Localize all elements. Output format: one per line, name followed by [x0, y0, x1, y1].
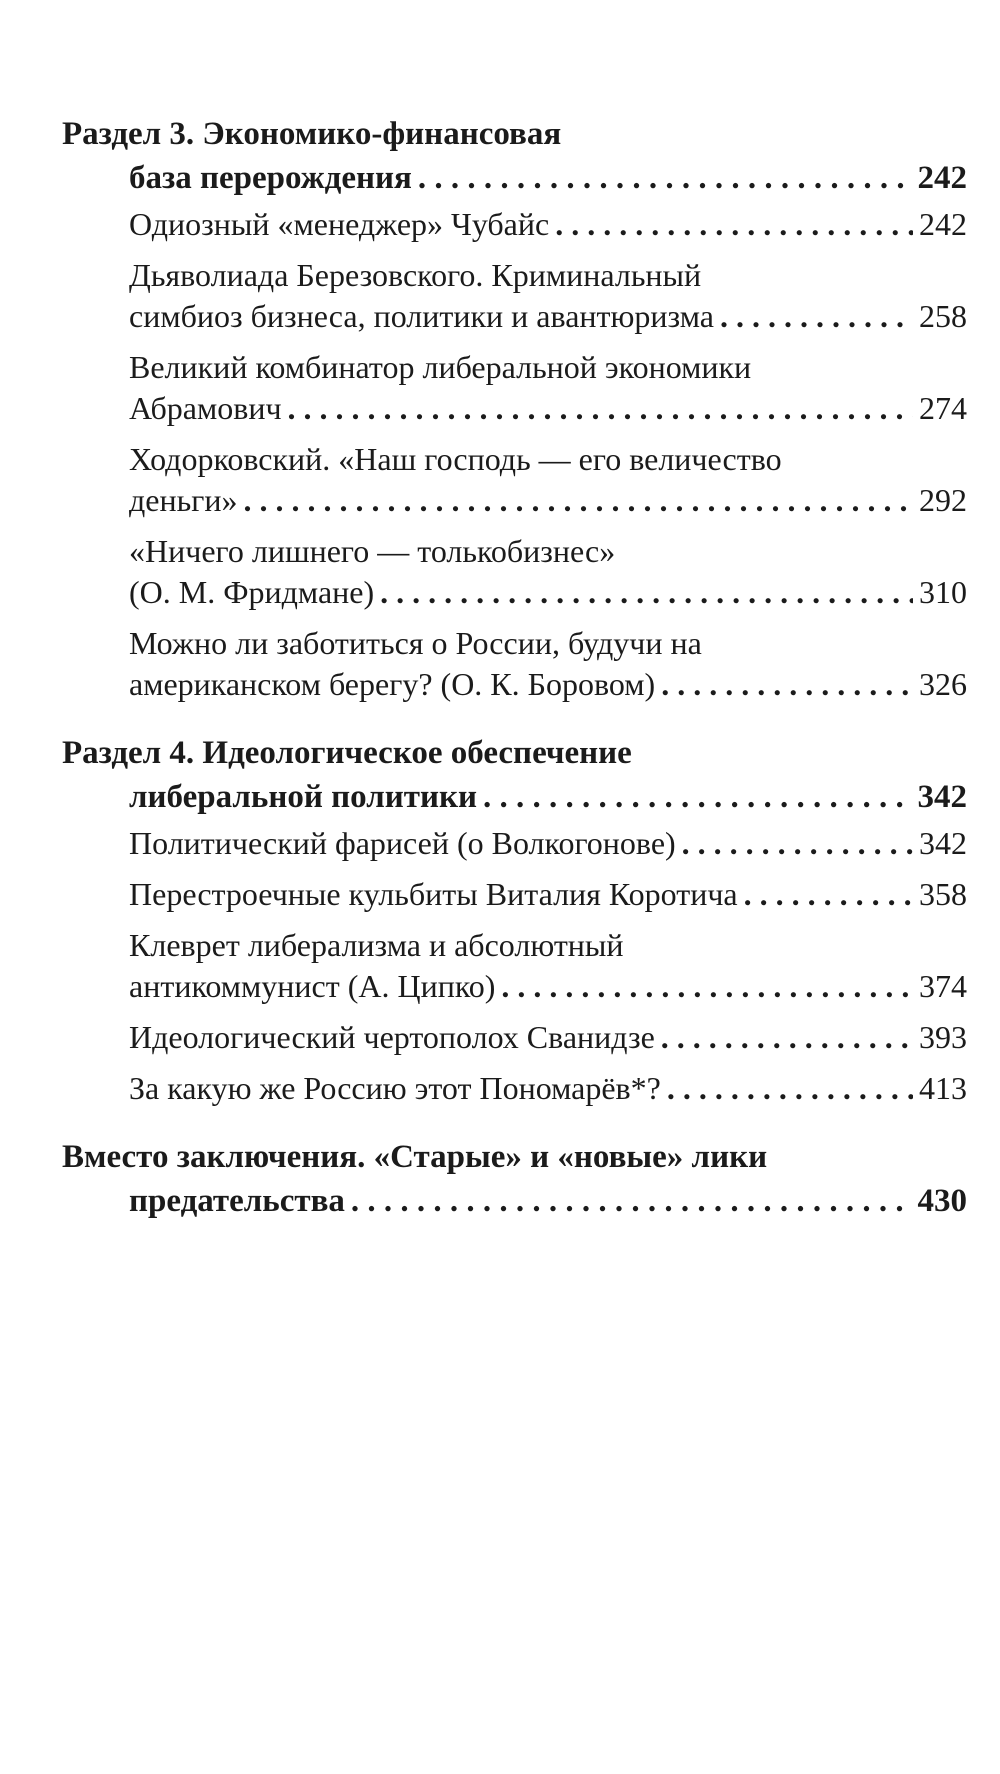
dot-leader [483, 775, 912, 819]
page-number: 310 [919, 574, 967, 610]
entry-line [129, 480, 967, 521]
section-title-text: предательства [129, 1183, 345, 1219]
page-number: 258 [919, 298, 967, 334]
section-title-line2 [62, 775, 967, 819]
entry-line [129, 823, 967, 864]
section-title-line2 [62, 156, 967, 200]
dot-leader [243, 480, 913, 521]
dot-leader [555, 204, 913, 245]
dot-leader [501, 966, 913, 1007]
toc-entry[interactable] [62, 823, 967, 864]
page-number: 342 [917, 779, 967, 815]
page-number: 242 [919, 206, 967, 242]
table-of-contents [62, 112, 967, 1227]
dot-leader [720, 296, 913, 337]
entry-line [129, 388, 967, 429]
entry-title: Идеологический чертополох Сванидзе [129, 1019, 655, 1055]
page-number: 242 [917, 160, 967, 196]
page-number: 326 [919, 666, 967, 702]
section-title-line1: Раздел 4. Идеологическое обеспечение [62, 735, 632, 771]
page-number: 413 [919, 1070, 967, 1106]
entry-title-line1: Ходорковский. «Наш господь — его величество [129, 441, 782, 477]
entry-line [129, 966, 967, 1007]
entry-title: За какую же Россию этот Пономарёв*? [129, 1070, 661, 1106]
entry-line [129, 874, 967, 915]
entry-title: симбиоз бизнеса, политики и авантюризма [129, 298, 714, 334]
entry-title-line1: «Ничего лишнего — толькобизнес» [129, 533, 616, 569]
page-number: 292 [919, 482, 967, 518]
dot-leader [288, 388, 913, 429]
entry-title-line1: Великий комбинатор либеральной экономики [129, 349, 752, 385]
entry-title: Абрамович [129, 390, 282, 426]
entry-title: американском берегу? (О. К. Боровом) [129, 666, 656, 702]
toc-entry[interactable] [62, 439, 967, 521]
entry-title-line1: Клеврет либерализма и абсолютный [129, 927, 624, 963]
section-title-line1: Вместо заключения. «Старые» и «новые» лики [62, 1139, 768, 1175]
dot-leader [351, 1179, 912, 1223]
entry-line [129, 1068, 967, 1109]
dot-leader [744, 874, 913, 915]
entry-line [129, 572, 967, 613]
page-number: 430 [917, 1183, 967, 1219]
page-number: 374 [919, 968, 967, 1004]
entry-title: Политический фарисей (о Волкогонове) [129, 825, 676, 861]
entry-line [129, 664, 967, 705]
entry-line [129, 296, 967, 337]
dot-leader [661, 664, 913, 705]
section-heading [62, 1135, 967, 1223]
page-number: 274 [919, 390, 967, 426]
toc-section-conclusion [62, 1135, 967, 1223]
toc-entry[interactable] [62, 623, 967, 705]
dot-leader [682, 823, 913, 864]
entry-title: Перестроечные кульбиты Виталия Коротича [129, 876, 738, 912]
toc-entry[interactable] [62, 204, 967, 245]
toc-entry[interactable] [62, 925, 967, 1007]
entry-title: антикоммунист (А. Ципко) [129, 968, 496, 1004]
section-heading [62, 731, 967, 819]
dot-leader [380, 572, 913, 613]
page-number: 342 [919, 825, 967, 861]
toc-entry[interactable] [62, 531, 967, 613]
section-title-line2 [62, 1179, 967, 1223]
dot-leader [661, 1017, 913, 1058]
page-number: 393 [919, 1019, 967, 1055]
entry-title-line1: Можно ли заботиться о России, будучи на [129, 625, 702, 661]
section-heading [62, 112, 967, 200]
toc-entry[interactable] [62, 255, 967, 337]
entry-title: Одиозный «менеджер» Чубайс [129, 206, 550, 242]
toc-entry[interactable] [62, 1017, 967, 1058]
toc-section-3 [62, 112, 967, 705]
entry-title: (О. М. Фридмане) [129, 574, 375, 610]
entry-line [129, 204, 967, 245]
dot-leader [667, 1068, 913, 1109]
entry-title: деньги» [129, 482, 238, 518]
section-title-text: либеральной политики [129, 779, 477, 815]
page-number: 358 [919, 876, 967, 912]
section-title-text: база перерождения [129, 160, 412, 196]
entry-line [129, 1017, 967, 1058]
dot-leader [418, 156, 912, 200]
toc-entry[interactable] [62, 1068, 967, 1109]
toc-section-4 [62, 731, 967, 1109]
toc-entry[interactable] [62, 874, 967, 915]
toc-entry[interactable] [62, 347, 967, 429]
section-title-line1: Раздел 3. Экономико-финансовая [62, 116, 562, 152]
entry-title-line1: Дьяволиада Березовского. Криминальный [129, 257, 702, 293]
